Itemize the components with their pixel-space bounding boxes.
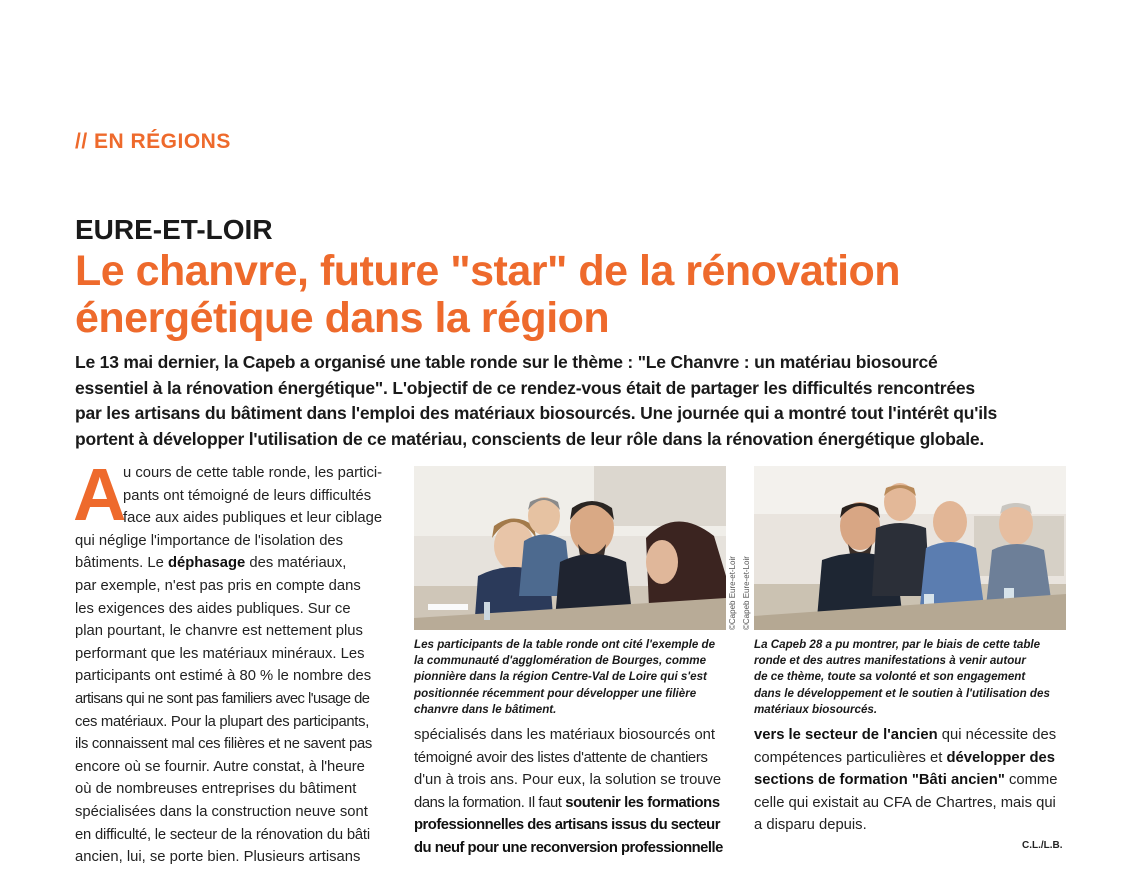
emphasis-text: vers le secteur de l'ancien — [754, 727, 938, 743]
lead-line: essentiel à la rénovation énergétique". L'objectif de ce rendez-vous était de partager les difficultés rencontrées — [75, 377, 975, 398]
emphasis-text: professionnelles des artisans issus du secteur — [414, 817, 720, 834]
body-line — [754, 769, 1066, 792]
photo-credit: ©Capeb Eure-et-Loir — [728, 556, 737, 630]
article-kicker: EURE-ET-LOIR — [75, 214, 273, 245]
body-line: spécialisés dans les matériaux biosourcés ont — [414, 727, 716, 743]
body-line — [414, 837, 726, 860]
body-line: u cours de cette table ronde, les partici- — [123, 465, 383, 481]
body-line: témoigné avoir des listes d'attente de chantiers — [414, 749, 708, 766]
photo-capeb-members — [754, 466, 1066, 630]
body-line — [414, 814, 726, 837]
photo-caption-1 — [414, 637, 726, 718]
body-column-1 — [75, 462, 385, 869]
caption-line: la communauté d'agglomération de Bourges, comme — [414, 654, 707, 668]
lead-line: par les artisans du bâtiment dans l'emploi des matériaux biosourcés. Une journée qui a montré tout l'intérêt qu'ils — [75, 403, 998, 423]
body-line: où de nombreuses entreprises du bâtiment — [75, 781, 357, 798]
photo-credit: ©Capeb Eure-et-Loir — [742, 556, 751, 630]
caption-line: La Capeb 28 a pu montrer, par le biais de cette table — [754, 638, 1041, 651]
body-line: d'un à trois ans. Pour eux, la solution se trouve — [414, 772, 722, 789]
body-column-3 — [754, 724, 1066, 837]
body-line — [754, 724, 1066, 747]
caption-line: de ce thème, toute sa volonté et son engagement — [754, 670, 1026, 684]
body-line — [414, 792, 726, 815]
body-line: celle qui existait au CFA de Chartres, mais qui — [754, 794, 1056, 811]
capeb-members-photo-illustration — [754, 466, 1066, 630]
body-line: spécialisées dans la construction neuve sont — [75, 803, 368, 820]
body-line: a disparu depuis. — [754, 817, 867, 834]
emphasis-text: du neuf pour une reconversion professionnelle — [414, 839, 723, 856]
body-text: qui nécessite des — [937, 727, 1057, 743]
body-line: pants ont témoigné de leurs difficultés — [123, 487, 372, 504]
body-line: qui néglige l'importance de l'isolation des — [75, 532, 344, 549]
body-line: encore où se fournir. Autre constat, à l'heure — [75, 758, 365, 775]
body-text: compétences particulières et — [754, 749, 947, 766]
photo-roundtable-participants — [414, 466, 726, 630]
emphasis-text: déphasage — [167, 555, 246, 572]
body-text: bâtiments. Le — [75, 555, 168, 572]
roundtable-photo-illustration — [414, 466, 726, 630]
emphasis-text: sections de formation "Bâti ancien" — [754, 772, 1005, 789]
body-line: plan pourtant, le chanvre est nettement plus — [75, 623, 363, 640]
body-line: en difficulté, le secteur de la rénovation du bâti — [75, 826, 370, 843]
lead-line: portent à développer l'utilisation de ce matériau, conscients de leur rôle dans la rénovation énergétique globale. — [75, 428, 985, 449]
caption-line: ronde et des autres manifestations à venir autour — [754, 654, 1026, 668]
body-line: par exemple, n'est pas pris en compte dans — [75, 577, 361, 594]
caption-line: matériaux biosourcés. — [754, 702, 878, 716]
body-line — [75, 552, 385, 575]
lead-line: Le 13 mai dernier, la Capeb a organisé une table ronde sur le thème : "Le Chanvre : un matériau biosourcé — [75, 352, 938, 372]
emphasis-text: développer des — [946, 749, 1056, 766]
caption-line: positionnée récemment pour développer une filière — [414, 686, 697, 700]
body-line: participants ont estimé à 80 % le nombre des — [75, 668, 372, 685]
article-headline — [75, 248, 1075, 342]
article-lead — [75, 350, 1065, 452]
body-column-2 — [414, 724, 726, 860]
caption-line: chanvre dans le bâtiment. — [414, 702, 557, 716]
photo-caption-2 — [754, 637, 1066, 718]
section-label: // EN RÉGIONS — [75, 130, 231, 153]
body-line: artisans qui ne sont pas familiers avec l'usage de — [75, 690, 370, 707]
body-text: dans la formation. Il faut — [414, 794, 566, 811]
body-line: performant que les matériaux minéraux. Les — [75, 645, 365, 662]
caption-line: dans le développement et le soutien à l'utilisation des — [754, 686, 1050, 700]
body-line: ancien, lui, se porte bien. Plusieurs artisans — [75, 849, 361, 866]
headline-line: énergétique dans la région — [75, 294, 610, 342]
body-text: des matériaux, — [245, 555, 347, 572]
caption-line: Les participants de la table ronde ont cité l'exemple de — [414, 638, 716, 651]
body-line: ces matériaux. Pour la plupart des participants, — [75, 713, 370, 730]
body-text: comme — [1004, 772, 1058, 789]
author-signature: C.L./L.B. — [1022, 840, 1063, 851]
caption-line: pionnière dans la région Centre-Val de Loire qui s'est — [414, 670, 707, 684]
body-line: les exigences des aides publiques. Sur ce — [75, 600, 351, 617]
body-line: ils connaissent mal ces filières et ne savent pas — [75, 736, 373, 753]
body-line: face aux aides publiques et leur ciblage — [123, 510, 383, 527]
drop-cap: A — [73, 453, 127, 536]
headline-line: Le chanvre, future "star" de la rénovation — [75, 247, 901, 295]
body-line — [754, 747, 1066, 770]
emphasis-text: soutenir les formations — [565, 794, 720, 811]
